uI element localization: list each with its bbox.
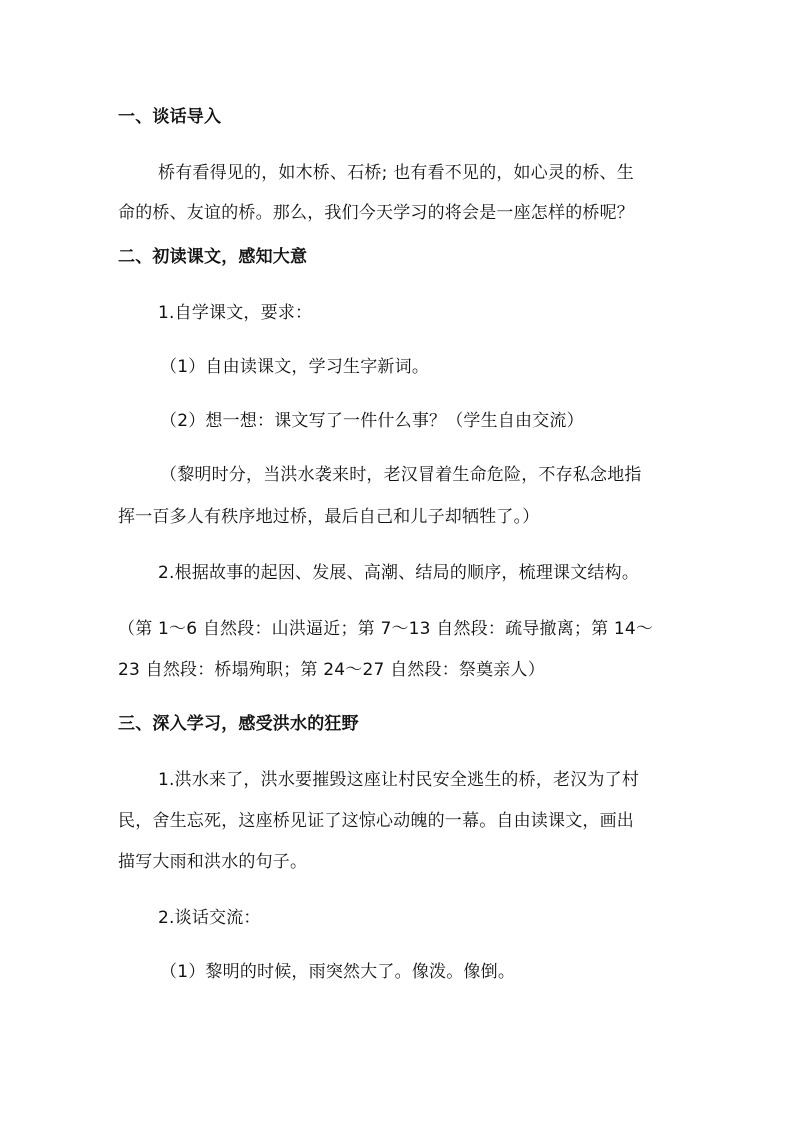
paragraph-line: （第 1～6 自然段：山洪逼近；第 7～13 自然段：疏导撤离；第 14～ (118, 619, 654, 639)
paragraph-line: （1）黎明的时候，雨突然大了。像泼。像倒。 (160, 962, 516, 982)
section-heading-intro: 一、谈话导入 (118, 107, 222, 127)
paragraph-line: （黎明时分，当洪水袭来时，老汉冒着生命危险，不存私念地指 (160, 465, 642, 485)
paragraph-line: 2.谈话交流： (158, 908, 261, 928)
section-heading-deep-study: 三、深入学习，感受洪水的狂野 (118, 714, 359, 734)
paragraph-line: 23 自然段：桥塌殉职；第 24～27 自然段：祭奠亲人） (118, 660, 545, 680)
paragraph-line: 挥一百多人有秩序地过桥，最后自己和儿子却牺牲了。） (118, 507, 540, 527)
paragraph-line: 桥有看得见的，如木桥、石桥; 也有看不见的，如心灵的桥、生 (158, 163, 634, 183)
paragraph-line: 命的桥、友谊的桥。那么，我们今天学习的将会是一座怎样的桥呢？ (118, 203, 634, 223)
paragraph-line: 民，舍生忘死，这座桥见证了这惊心动魄的一幕。自由读课文，画出 (118, 811, 634, 831)
paragraph-line: 描写大雨和洪水的句子。 (118, 852, 308, 872)
paragraph-line: （1）自由读课文，学习生字新词。 (160, 357, 430, 377)
paragraph-line: 1.洪水来了，洪水要摧毁这座让村民安全逃生的桥，老汉为了村 (158, 770, 640, 790)
paragraph-line: 2.根据故事的起因、发展、高潮、结局的顺序，梳理课文结构。 (158, 563, 640, 583)
paragraph-line: （2）想一想：课文写了一件什么事？（学生自由交流） (160, 411, 584, 431)
paragraph-line: 1.自学课文，要求： (158, 303, 313, 323)
section-heading-first-reading: 二、初读课文，感知大意 (118, 247, 308, 267)
